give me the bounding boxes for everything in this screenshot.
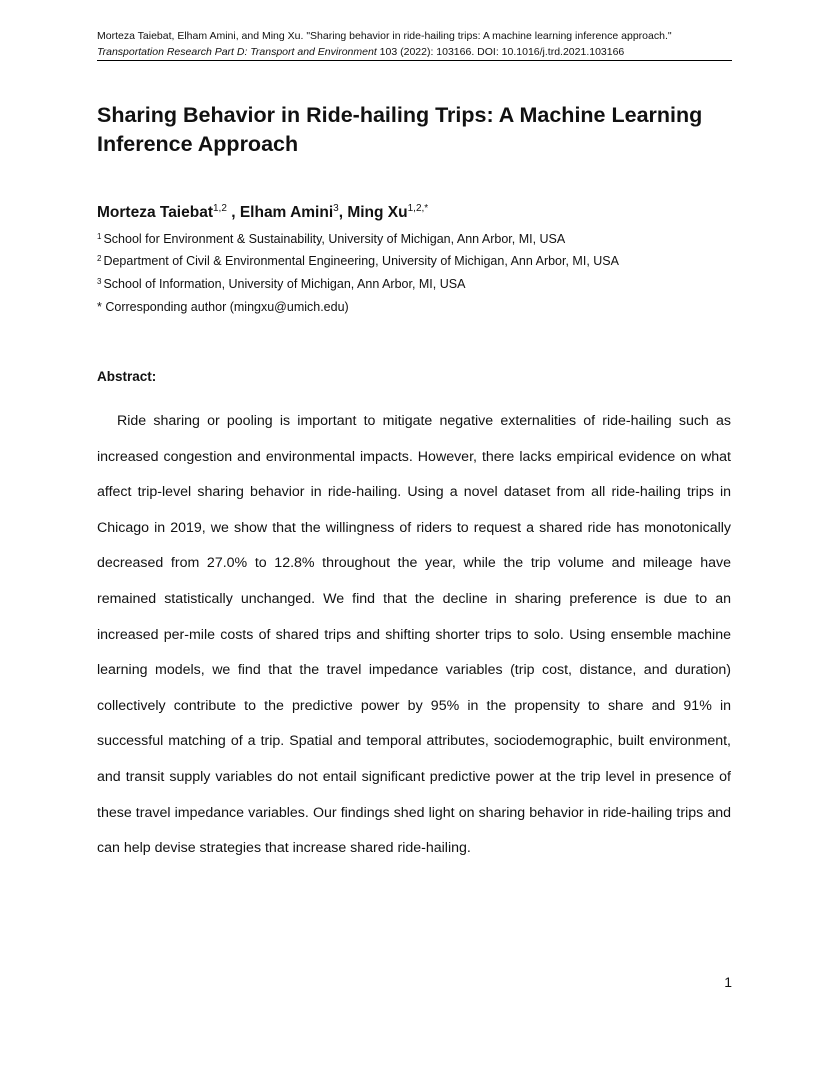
abstract-body: Ride sharing or pooling is important to mitigate negative externalities of ride-hailing such as increased congestion and environmental impacts. However, there lacks empirical evidence on what affect trip-level sharing behavior in ride-hailing. Using a novel dataset from all ride-hailing trips in Chicago in 2019, we show that the willingness of riders to request a shared ride has monotonically decreased from 27.0% to 12.8% throughout the year, while the trip volume and mileage have remained statistically unchanged. We find that the decline in sharing preference is due to an increased per-mile costs of shared trips and shifting shorter trips to solo. Using ensemble machine learning models, we find that the travel impedance variables (trip cost, distance, and duration) collectively contribute to the predictive power by 95% in the propensity to share and 91% in successful matching of a trip. Spatial and temporal attributes, sociodemographic, built environment, and transit supply variables do not entail significant predictive power at the trip level in presence of these travel impedance variables. Our findings shed light on sharing behavior in ride-hailing trips and can help devise strategies that increase shared ride-hailing.: [97, 413, 731, 857]
citation-journal: Transportation Research Part D: Transport and Environment: [97, 46, 377, 58]
affiliation-1: [97, 230, 565, 248]
author-affiliation-marker: 1,2: [213, 203, 227, 214]
author-separator: ,: [338, 204, 348, 221]
author-list: [97, 202, 428, 224]
affiliation-text: School for Environment & Sustainability, University of Michigan, Ann Arbor, MI, USA: [103, 232, 566, 246]
header-divider: [97, 60, 732, 61]
author-affiliation-marker: 3: [333, 203, 339, 214]
citation-authors-title: Morteza Taiebat, Elham Amini, and Ming Xu. "Sharing behavior in ride-hailing trips: A machine learning inference approach.": [97, 30, 672, 42]
affiliation-text: School of Information, University of Michigan, Ann Arbor, MI, USA: [103, 277, 466, 291]
author-name: Elham Amini: [239, 204, 334, 221]
affiliation-marker: 2: [97, 254, 102, 263]
affiliation-2: [97, 252, 619, 270]
author-separator: ,: [226, 204, 240, 221]
author-name: Ming Xu: [347, 204, 408, 221]
header-citation: [97, 28, 732, 60]
page-number: 1: [724, 974, 732, 990]
corresponding-author: * Corresponding author (mingxu@umich.edu): [97, 300, 349, 314]
abstract-heading: Abstract:: [97, 369, 157, 384]
paper-title: Sharing Behavior in Ride-hailing Trips: A Machine Learning Inference Approach: [97, 103, 703, 156]
affiliation-text: Department of Civil & Environmental Engineering, University of Michigan, Ann Arbor, MI, USA: [103, 254, 619, 268]
affiliation-3: [97, 275, 465, 293]
affiliation-marker: 1: [97, 232, 102, 241]
affiliation-marker: 3: [97, 277, 102, 286]
author-affiliation-marker: 1,2,*: [407, 203, 429, 214]
author-name: Morteza Taiebat: [97, 204, 213, 221]
citation-volume-doi: 103 (2022): 103166. DOI: 10.1016/j.trd.2021.103166: [376, 46, 625, 58]
